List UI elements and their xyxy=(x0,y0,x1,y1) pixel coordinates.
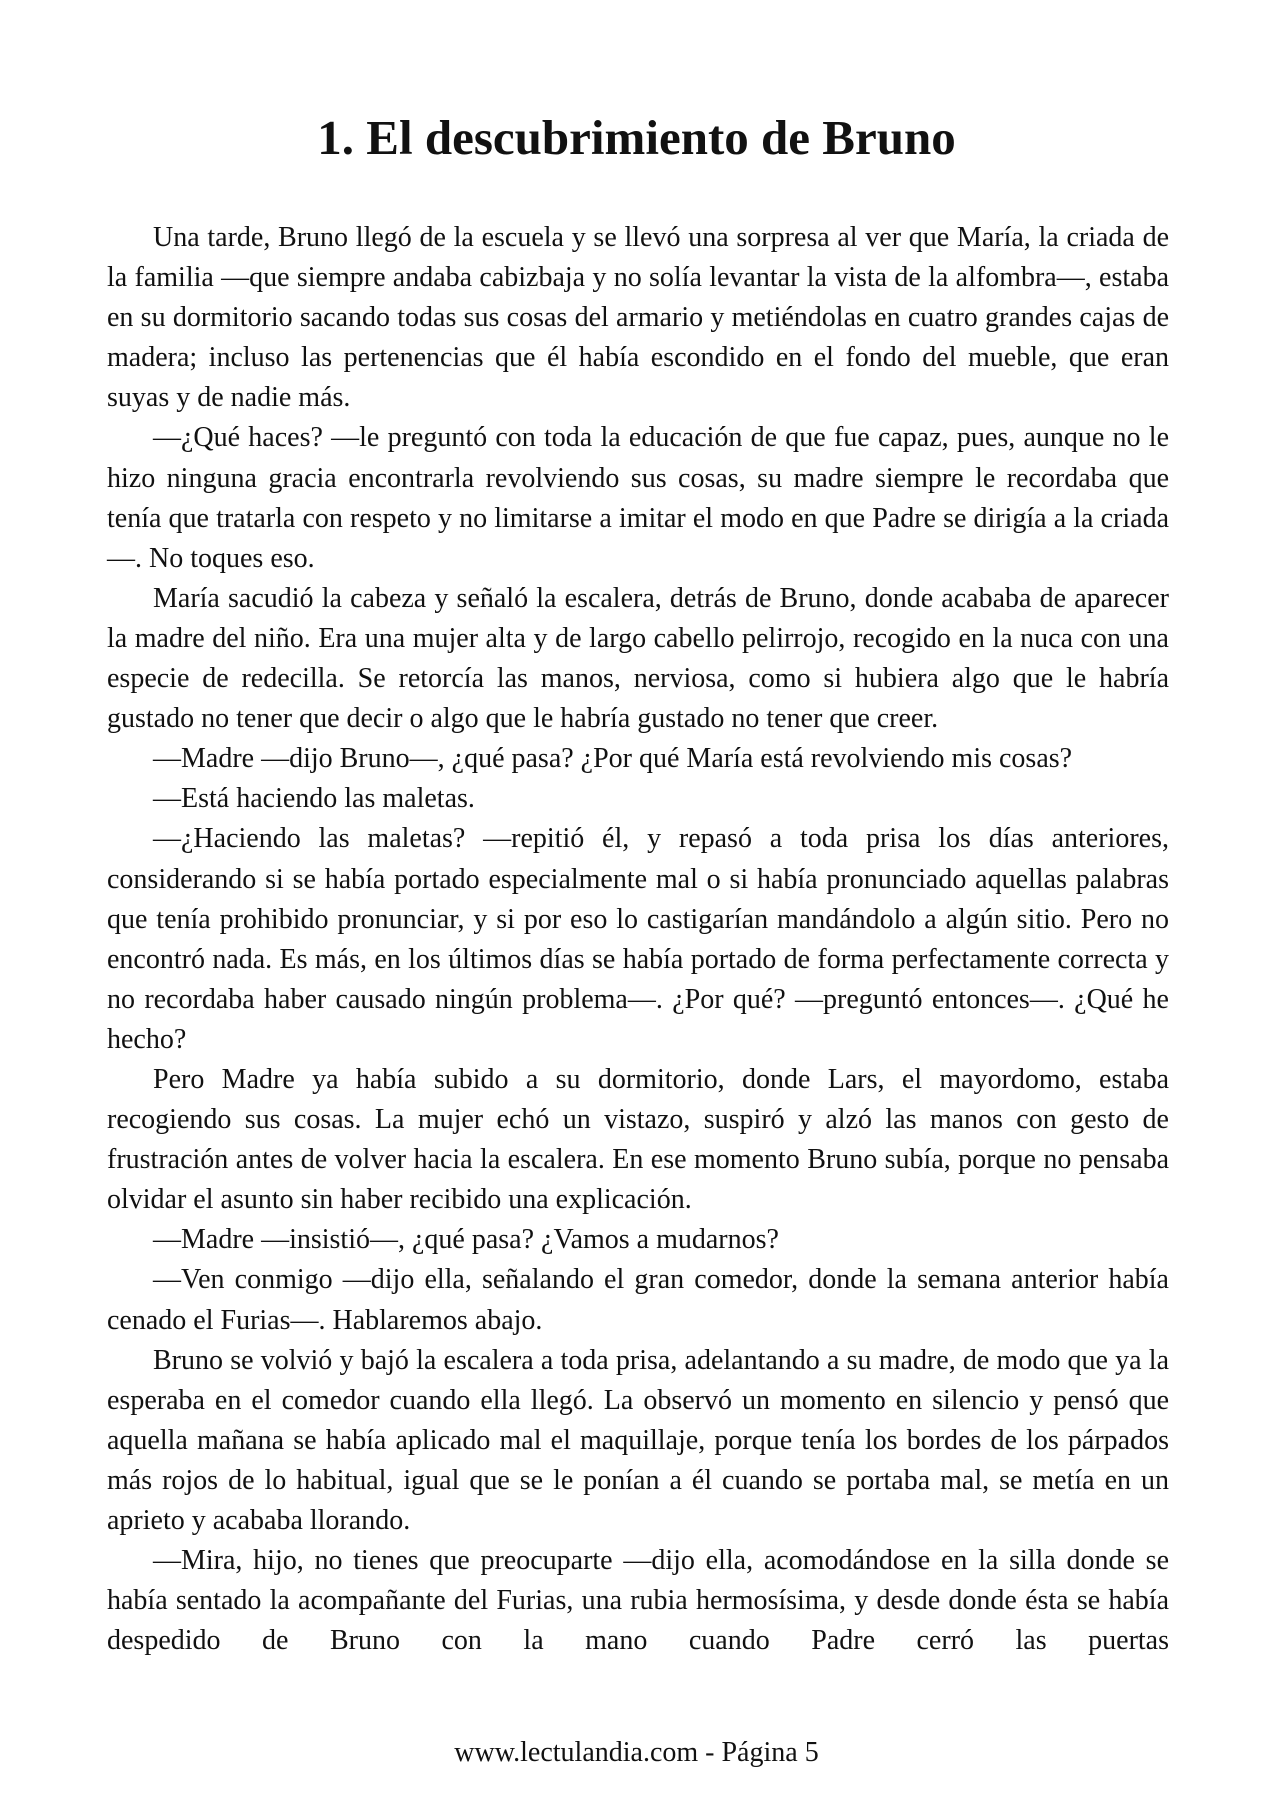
paragraph: Pero Madre ya había subido a su dormitorio, donde Lars, el mayordomo, estaba recogiendo sus cosas. La mujer echó un vistazo, suspiró y alzó las manos con gesto de frustración antes de volver hacia la escalera. En ese momento Bruno subía, porque no pensaba olvidar el asunto sin haber recibido una explicación. xyxy=(107,1063,1169,1216)
paragraph: —Ven conmigo —dijo ella, señalando el gran comedor, donde la semana anterior había cenado el Furias—. Hablaremos abajo. xyxy=(107,1264,1169,1336)
paragraph: —¿Haciendo las maletas? —repitió él, y repasó a toda prisa los días anteriores, considerando si se había portado especialmente mal o si había pronunciado aquellas palabras que tenía prohibido pronunciar, y si por eso lo castigarían mandándolo a algún sitio. Pero no encontró nada. Es más, en los últimos días se había portado de forma perfectamente correcta y no recordaba haber causado ningún problema—. ¿Por qué? —preguntó entonces—. ¿Qué he hecho? xyxy=(107,823,1169,1055)
chapter-title: 1. El descubrimiento de Bruno xyxy=(317,110,956,165)
paragraph: María sacudió la cabeza y señaló la escalera, detrás de Bruno, donde acababa de aparecer la madre del niño. Era una mujer alta y de largo cabello pelirrojo, recogido en la nuca con una especie de redecilla. Se retorcía las manos, nerviosa, como si hubiera algo que le habría gustado no tener que decir o algo que le habría gustado no tener que creer. xyxy=(107,582,1169,735)
paragraph: Bruno se volvió y bajó la escalera a toda prisa, adelantando a su madre, de modo que ya la esperaba en el comedor cuando ella llegó. La observó un momento en silencio y pensó que aquella mañana se había aplicado mal el maquillaje, porque tenía los bordes de los párpados más rojos de lo habitual, igual que se le ponían a él cuando se portaba mal, se metía en un aprieto y acababa llorando. xyxy=(107,1344,1169,1536)
paragraph: —Mira, hijo, no tienes que preocuparte —dijo ella, acomodándose en la silla donde se había sentado la acompañante del Furias, una rubia hermosísima, y desde donde ésta se había despedido de Bruno con la mano cuando Padre cerró las puertas xyxy=(107,1545,1169,1657)
paragraph: —Madre —dijo Bruno—, ¿qué pasa? ¿Por qué María está revolviendo mis cosas? xyxy=(153,743,1073,775)
chapter-body xyxy=(107,218,1169,1661)
paragraph: —¿Qué haces? —le preguntó con toda la educación de que fue capaz, pues, aunque no le hizo ninguna gracia encontrarla revolviendo sus cosas, su madre siempre le recordaba que tenía que tratarla con respeto y no limitarse a imitar el modo en que Padre se dirigía a la criada—. No toques eso. xyxy=(107,422,1169,574)
page-footer: www.lectulandia.com - Página 5 xyxy=(454,1737,819,1768)
paragraph: —Madre —insistió—, ¿qué pasa? ¿Vamos a mudarnos? xyxy=(153,1224,779,1256)
paragraph: —Está haciendo las maletas. xyxy=(153,783,475,815)
paragraph: Una tarde, Bruno llegó de la escuela y se llevó una sorpresa al ver que María, la criada de la familia —que siempre andaba cabizbaja y no solía levantar la vista de la alfombra—, estaba en su dormitorio sacando todas sus cosas del armario y metiéndolas en cuatro grandes cajas de madera; incluso las pertenencias que él había escondido en el fondo del mueble, que eran suyas y de nadie más. xyxy=(107,222,1169,414)
